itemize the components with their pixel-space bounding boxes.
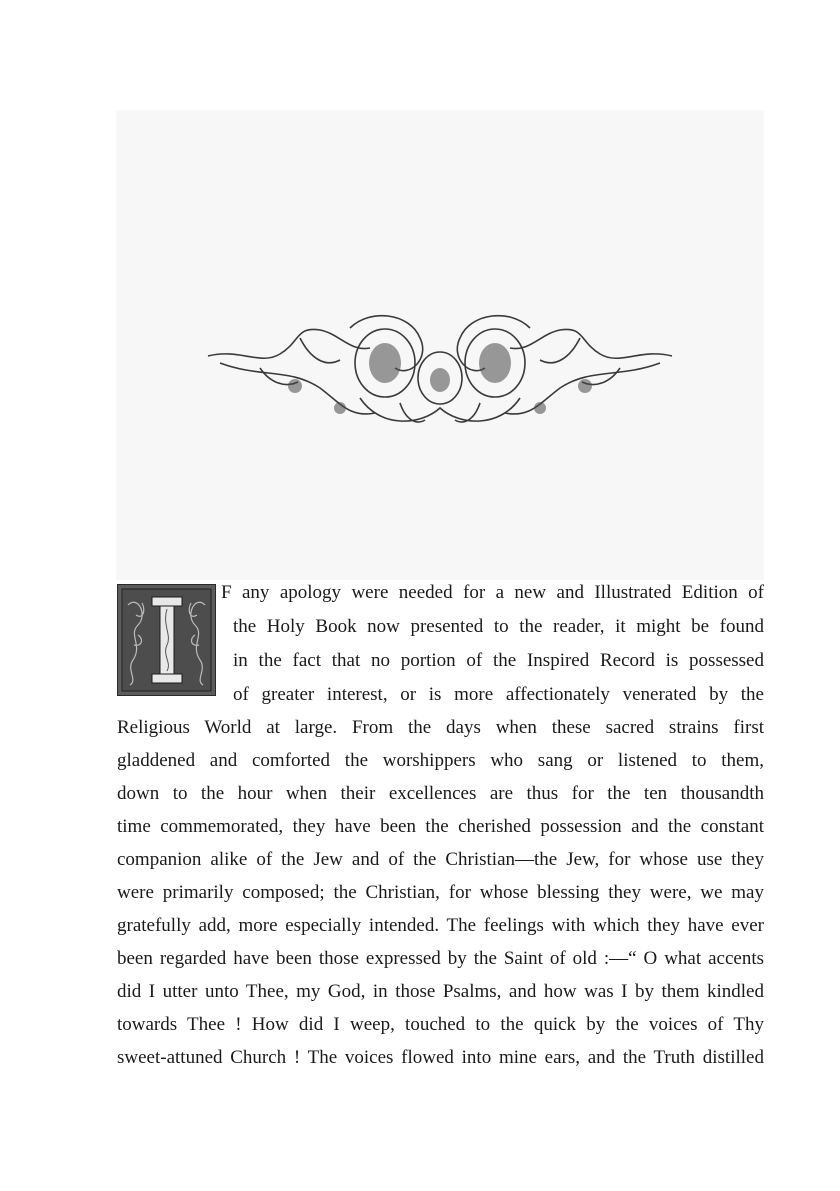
body-line-4: of greater interest, or is more affectionately venerated by the [233,684,764,705]
body-line-7: down to the hour when their excellences are thus for the ten thousandth [117,783,764,804]
body-line-9: companion alike of the Jew and of the Christian—the Jew, for whose use they [117,849,764,870]
body-line-12: been regarded have been those expressed by the Saint of old :—“ O what accents [117,948,764,969]
body-line-1: F any apology were needed for a new and Illustrated Edition of [221,582,764,603]
body-line-13: did I utter unto Thee, my God, in those Psalms, and how was I by them kindled [117,981,764,1002]
body-line-8: time commemorated, they have been the cherished possession and the constant [117,816,764,837]
body-line-3: in the fact that no portion of the Inspired Record is possessed [233,650,764,671]
floral-ornament-icon [200,308,680,438]
body-line-11: gratefully add, more especially intended. The feelings with which they have ever [117,915,764,936]
drop-cap-initial [117,584,216,696]
body-line-14: towards Thee ! How did I weep, touched to the quick by the voices of Thy [117,1014,764,1035]
body-line-10: were primarily composed; the Christian, for whose blessing they were, we may [117,882,764,903]
body-line-5: Religious World at large. From the days when these sacred strains first [117,717,764,738]
body-line-6: gladdened and comforted the worshippers who sang or listened to them, [117,750,764,771]
body-line-15: sweet-attuned Church ! The voices flowed into mine ears, and the Truth distilled [117,1047,764,1068]
body-line-2: the Holy Book now presented to the reader, it might be found [233,616,764,637]
